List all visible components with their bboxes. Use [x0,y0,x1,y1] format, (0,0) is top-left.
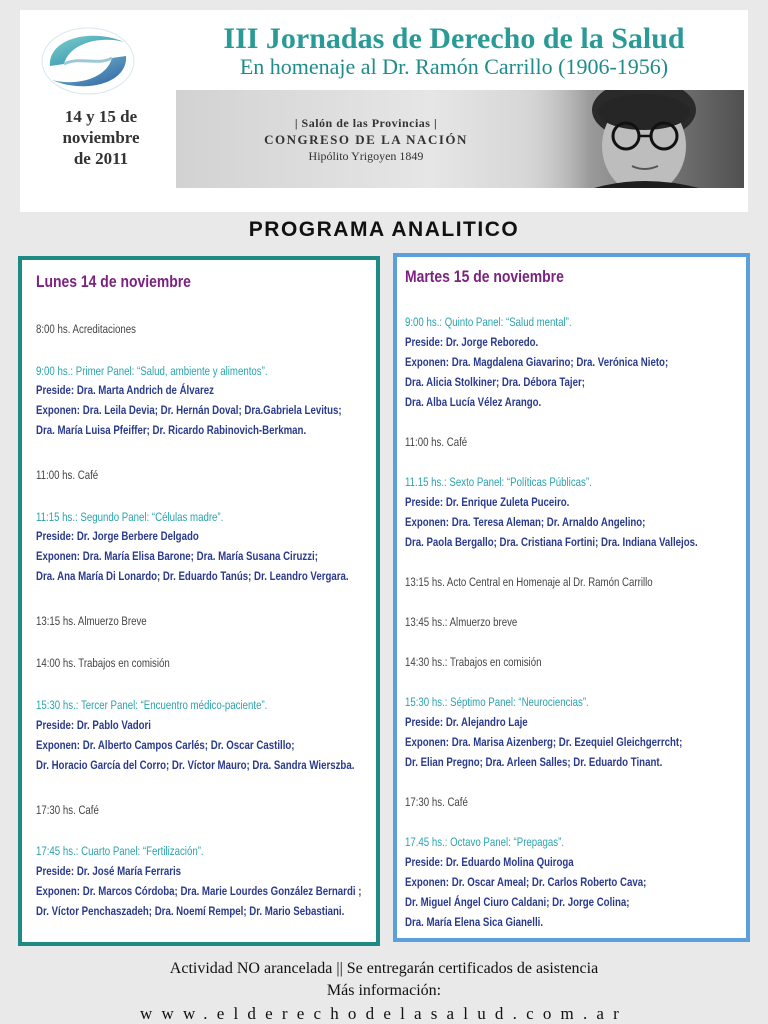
panel-participants: Dra. María Elena Sica Gianelli. [405,915,544,929]
venue-line: | Salón de las Provincias | [294,116,438,130]
panel-participants: Preside: Dr. Jorge Reboredo. [405,335,539,349]
schedule-item: 14:30 hs.: Trabajos en comisión [405,655,542,669]
tuesday-column [393,253,750,942]
schedule-item: 17:30 hs. Café [405,795,468,809]
panel-participants: Dra. Ana María Di Lonardo; Dr. Eduardo Tanús; Dr. Leandro Vergara. [36,569,349,583]
panel-participants: Dra. Alicia Stolkiner; Dra. Débora Tajer; [405,375,585,389]
panel-participants: Preside: Dr. Eduardo Molina Quiroga [405,855,574,869]
event-title: III Jornadas de Derecho de la Salud [223,22,685,55]
panel-title: 9:00 hs.: Quinto Panel: “Salud mental”. [405,315,572,329]
venue-banner [176,90,744,188]
day-heading: Martes 15 de noviembre [405,267,564,286]
panel-participants: Preside: Dr. Alejandro Laje [405,715,528,729]
panel-participants: Exponen: Dra. María Elisa Barone; Dra. María Susana Ciruzzi; [36,549,318,563]
panel-participants: Dr. Elian Pregno; Dra. Arleen Salles; Dr. Eduardo Tinant. [405,755,663,769]
footer-note: Actividad NO arancelada || Se entregarán certificados de asistencia [169,960,599,977]
panel-participants: Preside: Dr. José María Ferraris [36,864,182,878]
date-line: noviembre [62,128,140,147]
panel-participants: Exponen: Dra. Marisa Aizenberg; Dr. Ezequiel Gleichgerrcht; [405,735,683,749]
portrait-image [524,90,744,188]
venue-line: CONGRESO DE LA NACIÓN [264,132,468,147]
panel-title: 15:30 hs.: Séptimo Panel: “Neurociencias”. [405,695,589,709]
schedule-item: 17:30 hs. Café [36,803,99,817]
venue-text [206,116,526,164]
schedule-item: 13:15 hs. Almuerzo Breve [36,614,147,628]
schedule-item: 14:00 hs. Trabajos en comisión [36,656,170,670]
date-line: de 2011 [73,149,129,168]
event-subtitle: En homenaje al Dr. Ramón Carrillo (1906-1956) [239,54,669,79]
website-link[interactable]: www.elderechodelasalud.com.ar [139,1004,629,1023]
panel-participants: Preside: Dr. Enrique Zuleta Puceiro. [405,495,570,509]
panel-participants: Preside: Dr. Jorge Berbere Delgado [36,529,199,543]
date-line: 14 y 15 de [64,107,138,126]
monday-column [18,256,380,946]
panel-participants: Preside: Dra. Marta Andrich de Álvarez [36,383,214,397]
venue-line: Hipólito Yrigoyen 1849 [308,149,424,163]
panel-participants: Dr. Horacio García del Corro; Dr. Víctor Mauro; Dra. Sandra Wierszba. [36,758,355,772]
panel-participants: Dra. María Luisa Pfeiffer; Dr. Ricardo Rabinovich-Berkman. [36,423,307,437]
schedule-item: 11:00 hs. Café [405,435,468,449]
panel-title: 17.45 hs.: Octavo Panel: “Prepagas”. [405,835,565,849]
schedule-item: 13:15 hs. Acto Central en Homenaje al Dr. Ramón Carrillo [405,575,653,589]
panel-participants: Dra. Alba Lucía Vélez Arango. [405,395,542,409]
panel-participants: Preside: Dr. Pablo Vadori [36,718,151,732]
event-date [26,106,176,169]
panel-participants: Exponen: Dr. Alberto Campos Carlés; Dr. Oscar Castillo; [36,738,295,752]
panel-participants: Exponen: Dr. Oscar Ameal; Dr. Carlos Roberto Cava; [405,875,647,889]
panel-participants: Dra. Paola Bergallo; Dra. Cristiana Fortini; Dra. Indiana Vallejos. [405,535,698,549]
schedule-item: 8:00 hs. Acreditaciones [36,322,136,336]
panel-participants: Exponen: Dr. Marcos Córdoba; Dra. Marie Lourdes González Bernardi ; [36,884,362,898]
day-heading: Lunes 14 de noviembre [36,272,191,291]
event-logo-icon [40,26,136,96]
footer-info-label: Más información: [326,982,442,999]
panel-participants: Exponen: Dra. Magdalena Giavarino; Dra. Verónica Nieto; [405,355,669,369]
panel-title: 17:45 hs.: Cuarto Panel: “Fertilización”. [36,844,204,858]
program-title: PROGRAMA ANALITICO [248,218,520,241]
panel-participants: Dr. Miguel Ángel Ciuro Caldani; Dr. Jorge Colina; [405,895,630,909]
panel-title: 9:00 hs.: Primer Panel: “Salud, ambiente y alimentos”. [36,364,268,378]
panel-participants: Dr. Víctor Penchaszadeh; Dra. Noemí Rempel; Dr. Mario Sebastiani. [36,904,345,918]
panel-title: 11.15 hs.: Sexto Panel: “Políticas Públicas”. [405,475,592,489]
panel-participants: Exponen: Dra. Teresa Aleman; Dr. Arnaldo Angelino; [405,515,646,529]
schedule-item: 11:00 hs. Café [36,468,99,482]
schedule-item: 13:45 hs.: Almuerzo breve [405,615,518,629]
panel-title: 11:15 hs.: Segundo Panel: “Células madre”. [36,510,224,524]
panel-participants: Exponen: Dra. Leila Devia; Dr. Hernán Doval; Dra.Gabriela Levitus; [36,403,342,417]
header [20,10,748,212]
panel-title: 15:30 hs.: Tercer Panel: “Encuentro médico-paciente”. [36,698,268,712]
